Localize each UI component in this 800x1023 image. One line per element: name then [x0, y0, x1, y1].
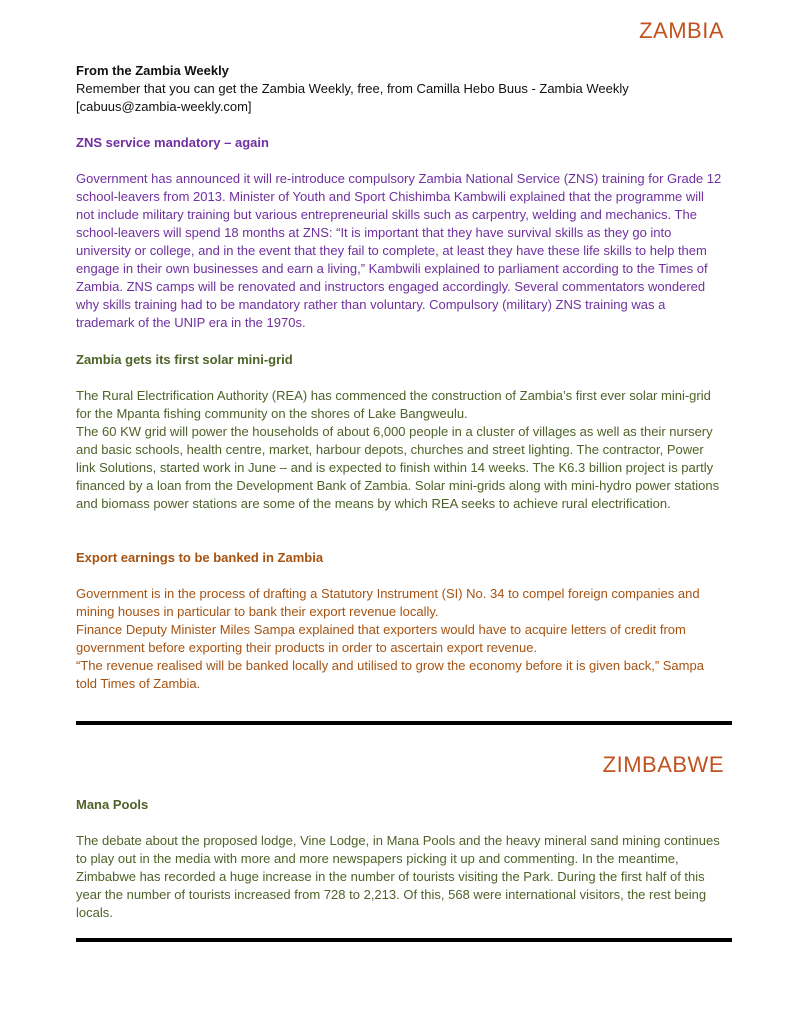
article-paragraph: Government has announced it will re-introduce compulsory Zambia National Service (ZNS) training for Grade 12 school-leavers from 2013. Minister of Youth and Sport Chishimba Kambwili explained that the programme will not include military training but various entrepreneurial skills such as carpentry, welding and mechanics. The school-leavers will spend 18 months at ZNS: “It is important that they have survival skills as they go into university or college, and in the event that they fail to complete, at least they have these life skills to help them engage in their own businesses and earn a living,” Kambwili explained to parliament according to the Times of Zambia. ZNS camps will be renovated and instructors engaged accordingly. Several commentators wondered why skills training had to be mandatory rather than voluntary. Compulsory (military) ZNS training was a trademark of the UNIP era in the 1970s.: [76, 171, 722, 330]
article-mana-pools: [76, 796, 724, 922]
intro-source-label: From the Zambia Weekly: [76, 63, 229, 78]
section-divider: [76, 721, 732, 725]
article-zns: [76, 134, 724, 332]
article-export-earnings: [76, 549, 724, 693]
intro-subscribe-text: Remember that you can get the Zambia Weekly, free, from Camilla Hebo Buus - Zambia Weekly: [76, 81, 629, 96]
article-heading: Zambia gets its first solar mini-grid: [76, 352, 293, 367]
intro-email: [cabuus@zambia-weekly.com]: [76, 99, 252, 114]
article-paragraph: Government is in the process of drafting a Statutory Instrument (SI) No. 34 to compel foreign companies and mining houses in particular to bank their export revenue locally.: [76, 586, 700, 619]
article-heading: Export earnings to be banked in Zambia: [76, 550, 324, 565]
article-paragraph: “The revenue realised will be banked locally and utilised to grow the economy before it is given back,” Sampa told Times of Zambia.: [76, 658, 704, 691]
section-title-zimbabwe: ZIMBABWE: [602, 752, 724, 777]
article-heading: Mana Pools: [76, 797, 149, 812]
article-paragraph: The 60 KW grid will power the households of about 6,000 people in a cluster of villages as well as their nursery and basic schools, health centre, market, harbour depots, churches and street lighting. The contractor, Power link Solutions, started work in June – and is expected to finish within 14 weeks. The K6.3 billion project is partly financed by a loan from the Development Bank of Zambia. Solar mini-grids along with mini-hydro power stations and biomass power stations are some of the means by which REA seeks to achieve rural electrification.: [76, 424, 720, 511]
section-title-zambia: ZAMBIA: [639, 18, 724, 43]
section-divider: [76, 938, 732, 942]
article-paragraph: The debate about the proposed lodge, Vine Lodge, in Mana Pools and the heavy mineral sand mining continues to play out in the media with more and more newspapers picking it up and commenting. In the meantime, Zimbabwe has recorded a huge increase in the number of tourists visiting the Park. During the first half of this year the number of tourists increased from 728 to 2,213. Of this, 568 were international visitors, the rest being locals.: [76, 833, 720, 920]
article-solar-mini-grid: [76, 351, 724, 513]
intro-block: [76, 62, 724, 116]
article-paragraph: The Rural Electrification Authority (REA) has commenced the construction of Zambia’s first ever solar mini-grid for the Mpanta fishing community on the shores of Lake Bangweulu.: [76, 388, 711, 421]
article-paragraph: Finance Deputy Minister Miles Sampa explained that exporters would have to acquire letters of credit from government before exporting their products in order to ascertain export revenue.: [76, 622, 686, 655]
article-heading: ZNS service mandatory – again: [76, 135, 269, 150]
